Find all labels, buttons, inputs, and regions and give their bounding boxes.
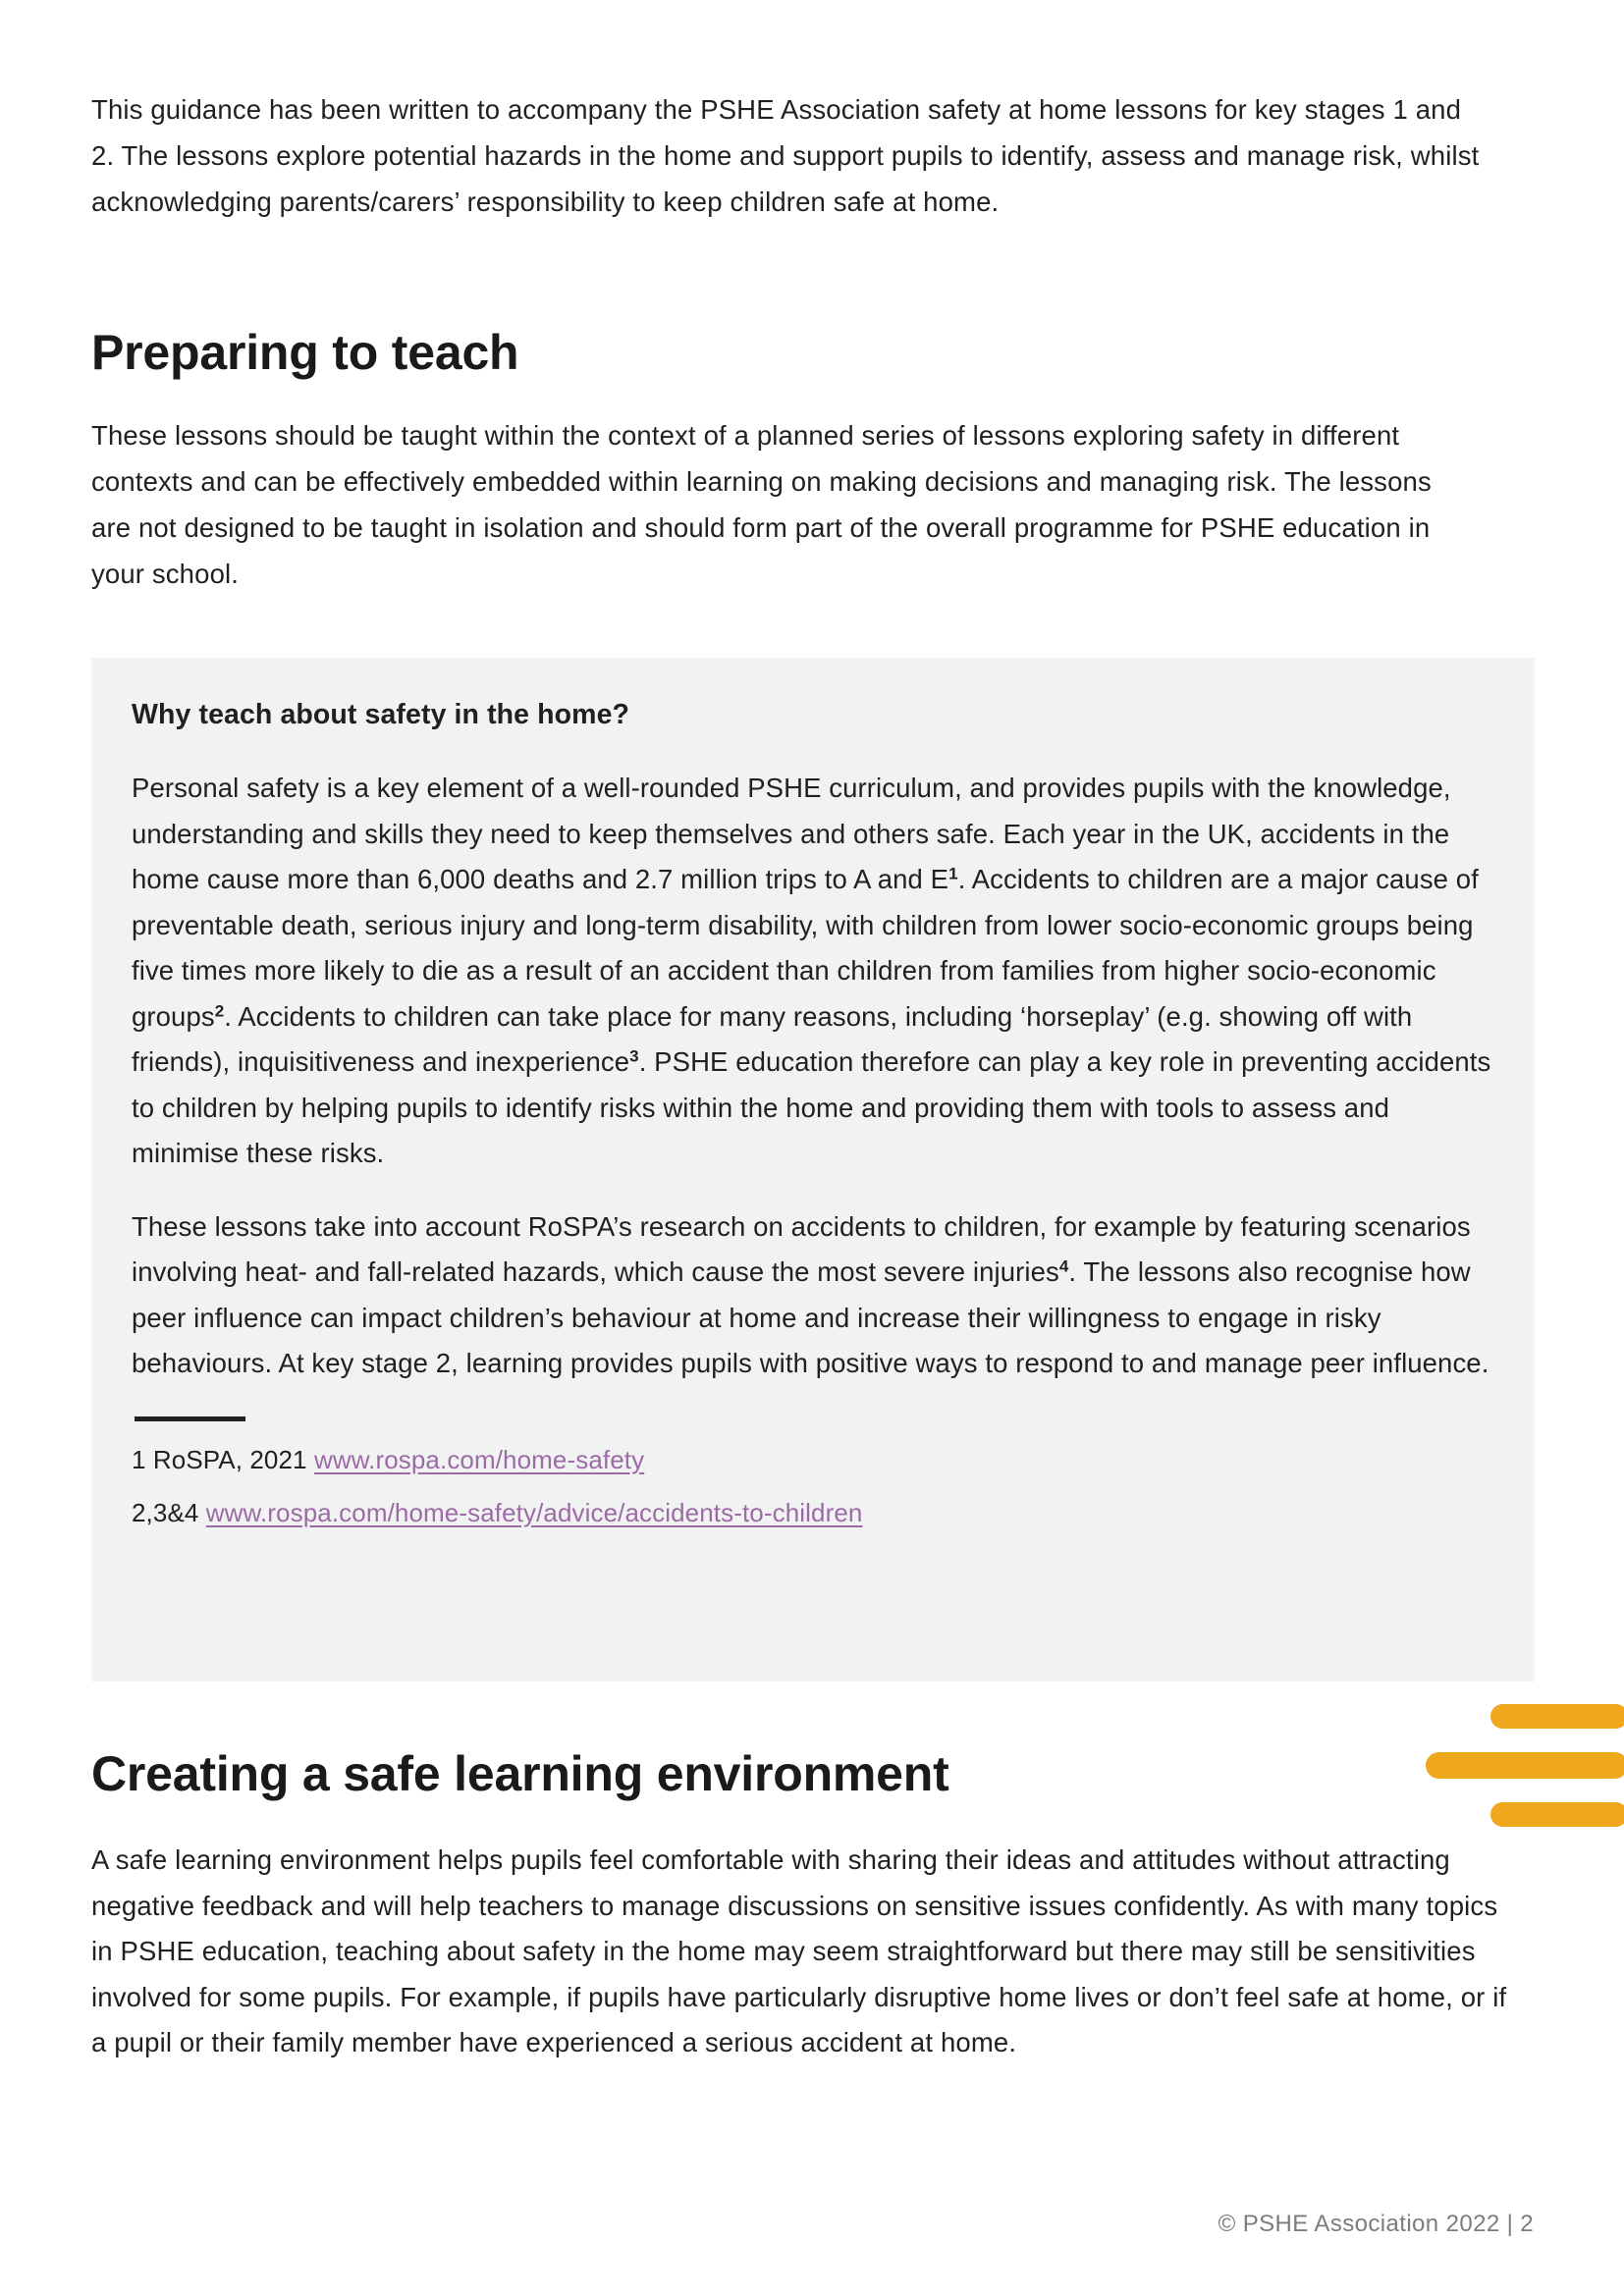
- creating-safe-environment-heading-block: [91, 1745, 1270, 1802]
- accent-bar-bottom: [1490, 1802, 1624, 1827]
- footnote-ref-4[interactable]: 4: [1058, 1256, 1069, 1276]
- footnote-2-link[interactable]: www.rospa.com/home-safety/advice/accidents-to-children: [205, 1497, 863, 1527]
- callout-p1-segment-1: Personal safety is a key element of a well-rounded PSHE curriculum, and provides pupils with the knowledge, understanding and skills they need to keep themselves and others safe. Each year in the UK, accidents in the home cause more than 6,000 deaths and 2.7 million trips to A and E: [132, 773, 1451, 894]
- callout-p1-segment-4: . PSHE education therefore can play a key role in preventing accidents to children by helping pupils to identify risks within the home and providing them with tools to assess and minimise these risks.: [132, 1046, 1491, 1168]
- footnote-item-2: [132, 1496, 1494, 1529]
- callout-p2-segment-1: These lessons take into account RoSPA’s research on accidents to children, for example by featuring scenarios involving heat- and fall-related hazards, which cause the most severe injuries: [132, 1210, 1471, 1287]
- callout-box: [91, 658, 1535, 1682]
- section-heading-creating-safe-learning-environment: Creating a safe learning environment: [91, 1746, 949, 1801]
- callout-paragraph-2: [132, 1204, 1494, 1387]
- footnote-divider: [135, 1416, 245, 1421]
- accent-bars-decoration: [1412, 1704, 1624, 1842]
- callout-p2-segment-2: . The lessons also recognise how peer influence can impact children’s behaviour at home and increase their willingness to engage in risky behaviours. At key stage 2, learning provides pupils with positive ways to respond to and manage peer influence.: [132, 1256, 1489, 1378]
- callout-paragraph-1: [132, 766, 1494, 1177]
- preparing-to-teach-paragraph-block: [91, 412, 1466, 597]
- footnote-ref-2[interactable]: 2: [214, 1001, 225, 1021]
- footer-copyright: © PSHE Association 2022: [1218, 2211, 1500, 2237]
- creating-safe-environment-paragraph-block: [91, 1838, 1525, 2066]
- footnote-ref-3[interactable]: 3: [629, 1046, 639, 1066]
- intro-paragraph-block: [91, 86, 1486, 225]
- footnote-ref-1[interactable]: 1: [948, 864, 958, 883]
- footer-separator: |: [1506, 2211, 1514, 2237]
- footnote-1-marker: 1 RoSPA, 2021: [132, 1444, 314, 1474]
- creating-safe-environment-paragraph: A safe learning environment helps pupils feel comfortable with sharing their ideas and attitudes without attracting negative feedback and will help teachers to manage discussions on sensitive issues confidently. As with many topics in PSHE education, teaching about safety in the home may seem straightforward but there may still be sensitivities involved for some pupils. For example, if pupils have particularly disruptive home lives or don’t feel safe at home, or if a pupil or their family member have experienced a serious accident at home.: [91, 1844, 1507, 2057]
- footer-page-number: 2: [1520, 2211, 1534, 2237]
- footnote-1-link[interactable]: www.rospa.com/home-safety: [313, 1444, 645, 1474]
- accent-bar-top: [1490, 1704, 1624, 1729]
- callout-p1-segment-2: . Accidents to children are a major cause of preventable death, serious injury and long-term disability, with children from lower socio-economic groups being five times more likely to die as a result of an accident than children from families from higher socio-economic groups: [132, 864, 1479, 1032]
- callout-p1-segment-3: . Accidents to children can take place for many reasons, including ‘horseplay’ (e.g. showing off with friends), inquisitiveness and inexperience: [132, 1000, 1413, 1077]
- intro-paragraph: This guidance has been written to accompany the PSHE Association safety at home lessons for key stages 1 and 2. The lessons explore potential hazards in the home and support pupils to identify, assess and manage risk, whilst acknowledging parents/carers’ responsibility to keep children safe at home.: [91, 94, 1480, 217]
- footnote-item-1: [132, 1443, 1494, 1476]
- preparing-to-teach-paragraph: These lessons should be taught within the context of a planned series of lessons exploring safety in different contexts and can be effectively embedded within learning on making decisions and managing risk. The lessons are not designed to be taught in isolation and should form part of the overall programme for PSHE education in your school.: [91, 420, 1432, 589]
- footnote-2-marker: 2,3&4: [132, 1497, 206, 1527]
- section-heading-preparing-to-teach: Preparing to teach: [91, 325, 519, 380]
- preparing-to-teach-heading-block: [91, 324, 1486, 381]
- accent-bar-middle: [1426, 1752, 1624, 1779]
- callout-heading: Why teach about safety in the home?: [132, 699, 630, 730]
- page-footer: [1218, 2210, 1534, 2239]
